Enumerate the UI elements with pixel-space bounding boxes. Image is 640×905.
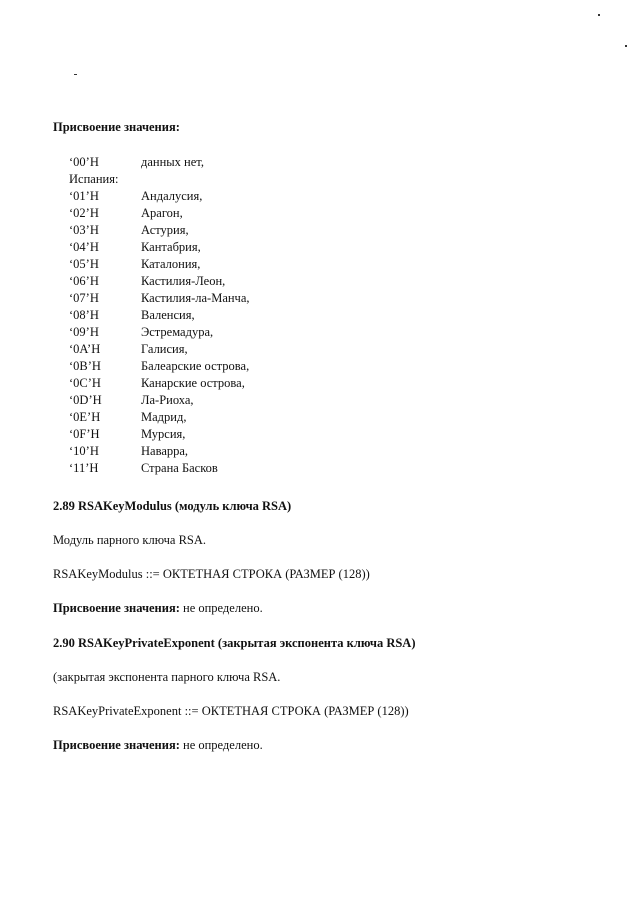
region-code: Испания: (69, 172, 119, 186)
region-name: Астурия, (141, 223, 189, 237)
section-description: Модуль парного ключа RSA. (53, 533, 207, 547)
region-name: Кастилия-Леон, (141, 274, 226, 288)
region-name: Каталония, (141, 257, 201, 271)
region-name: Галисия, (141, 342, 188, 356)
region-code: ‘01’H (69, 189, 99, 203)
region-name: Балеарские острова, (141, 359, 250, 373)
region-code: ‘00’H (69, 155, 99, 169)
region-code: ‘04’H (69, 240, 99, 254)
region-code: ‘10’H (69, 444, 99, 458)
region-name: Канарские острова, (141, 376, 245, 390)
region-name: Арагон, (141, 206, 183, 220)
region-code: ‘06’H (69, 274, 99, 288)
region-code: ‘0C’H (69, 376, 101, 390)
region-name: Мурсия, (141, 427, 186, 441)
region-name: Наварра, (141, 444, 189, 458)
region-code: ‘02’H (69, 206, 99, 220)
region-code: ‘0D’H (69, 393, 102, 407)
region-code: ‘0F’H (69, 427, 100, 441)
region-code: ‘0A’H (69, 342, 101, 356)
type-definition: RSAKeyPrivateExponent ::= ОКТЕТНАЯ СТРОКА (РАЗМЕР (128)) (53, 704, 409, 718)
region-name: Мадрид, (141, 410, 187, 424)
assignment-label: Присвоение значения: (53, 601, 180, 615)
section-description: (закрытая экспонента парного ключа RSA. (53, 670, 281, 684)
scan-speck (74, 74, 77, 75)
region-name: Эстремадура, (141, 325, 214, 339)
region-code: ‘0B’H (69, 359, 101, 373)
assignment-heading: Присвоение значения: (53, 120, 180, 134)
region-name: данных нет, (141, 155, 204, 169)
scan-speck (598, 14, 600, 16)
region-name: Кастилия-ла-Манча, (141, 291, 250, 305)
region-name: Ла-Риоха, (141, 393, 194, 407)
region-name: Валенсия, (141, 308, 195, 322)
assignment-label: Присвоение значения: (53, 738, 180, 752)
assignment-value: не определено. (179, 601, 263, 615)
region-code: ‘08’H (69, 308, 99, 322)
value-assignment (53, 601, 263, 616)
section-title-2-90: 2.90 RSAKeyPrivateExponent (закрытая экспонента ключа RSA) (53, 636, 416, 650)
region-name: Кантабрия, (141, 240, 201, 254)
assignment-value: не определено. (179, 738, 263, 752)
region-code: ‘05’H (69, 257, 99, 271)
section-title-2-89: 2.89 RSAKeyModulus (модуль ключа RSA) (53, 499, 292, 513)
value-assignment (53, 738, 263, 753)
scan-speck (625, 45, 627, 47)
region-code: ‘11’H (69, 461, 99, 475)
region-code: ‘09’H (69, 325, 99, 339)
type-definition: RSAKeyModulus ::= ОКТЕТНАЯ СТРОКА (РАЗМЕР (128)) (53, 567, 370, 581)
region-code: ‘03’H (69, 223, 99, 237)
region-name: Андалусия, (141, 189, 203, 203)
region-code: ‘0E’H (69, 410, 101, 424)
region-name: Страна Басков (141, 461, 218, 475)
region-code: ‘07’H (69, 291, 99, 305)
